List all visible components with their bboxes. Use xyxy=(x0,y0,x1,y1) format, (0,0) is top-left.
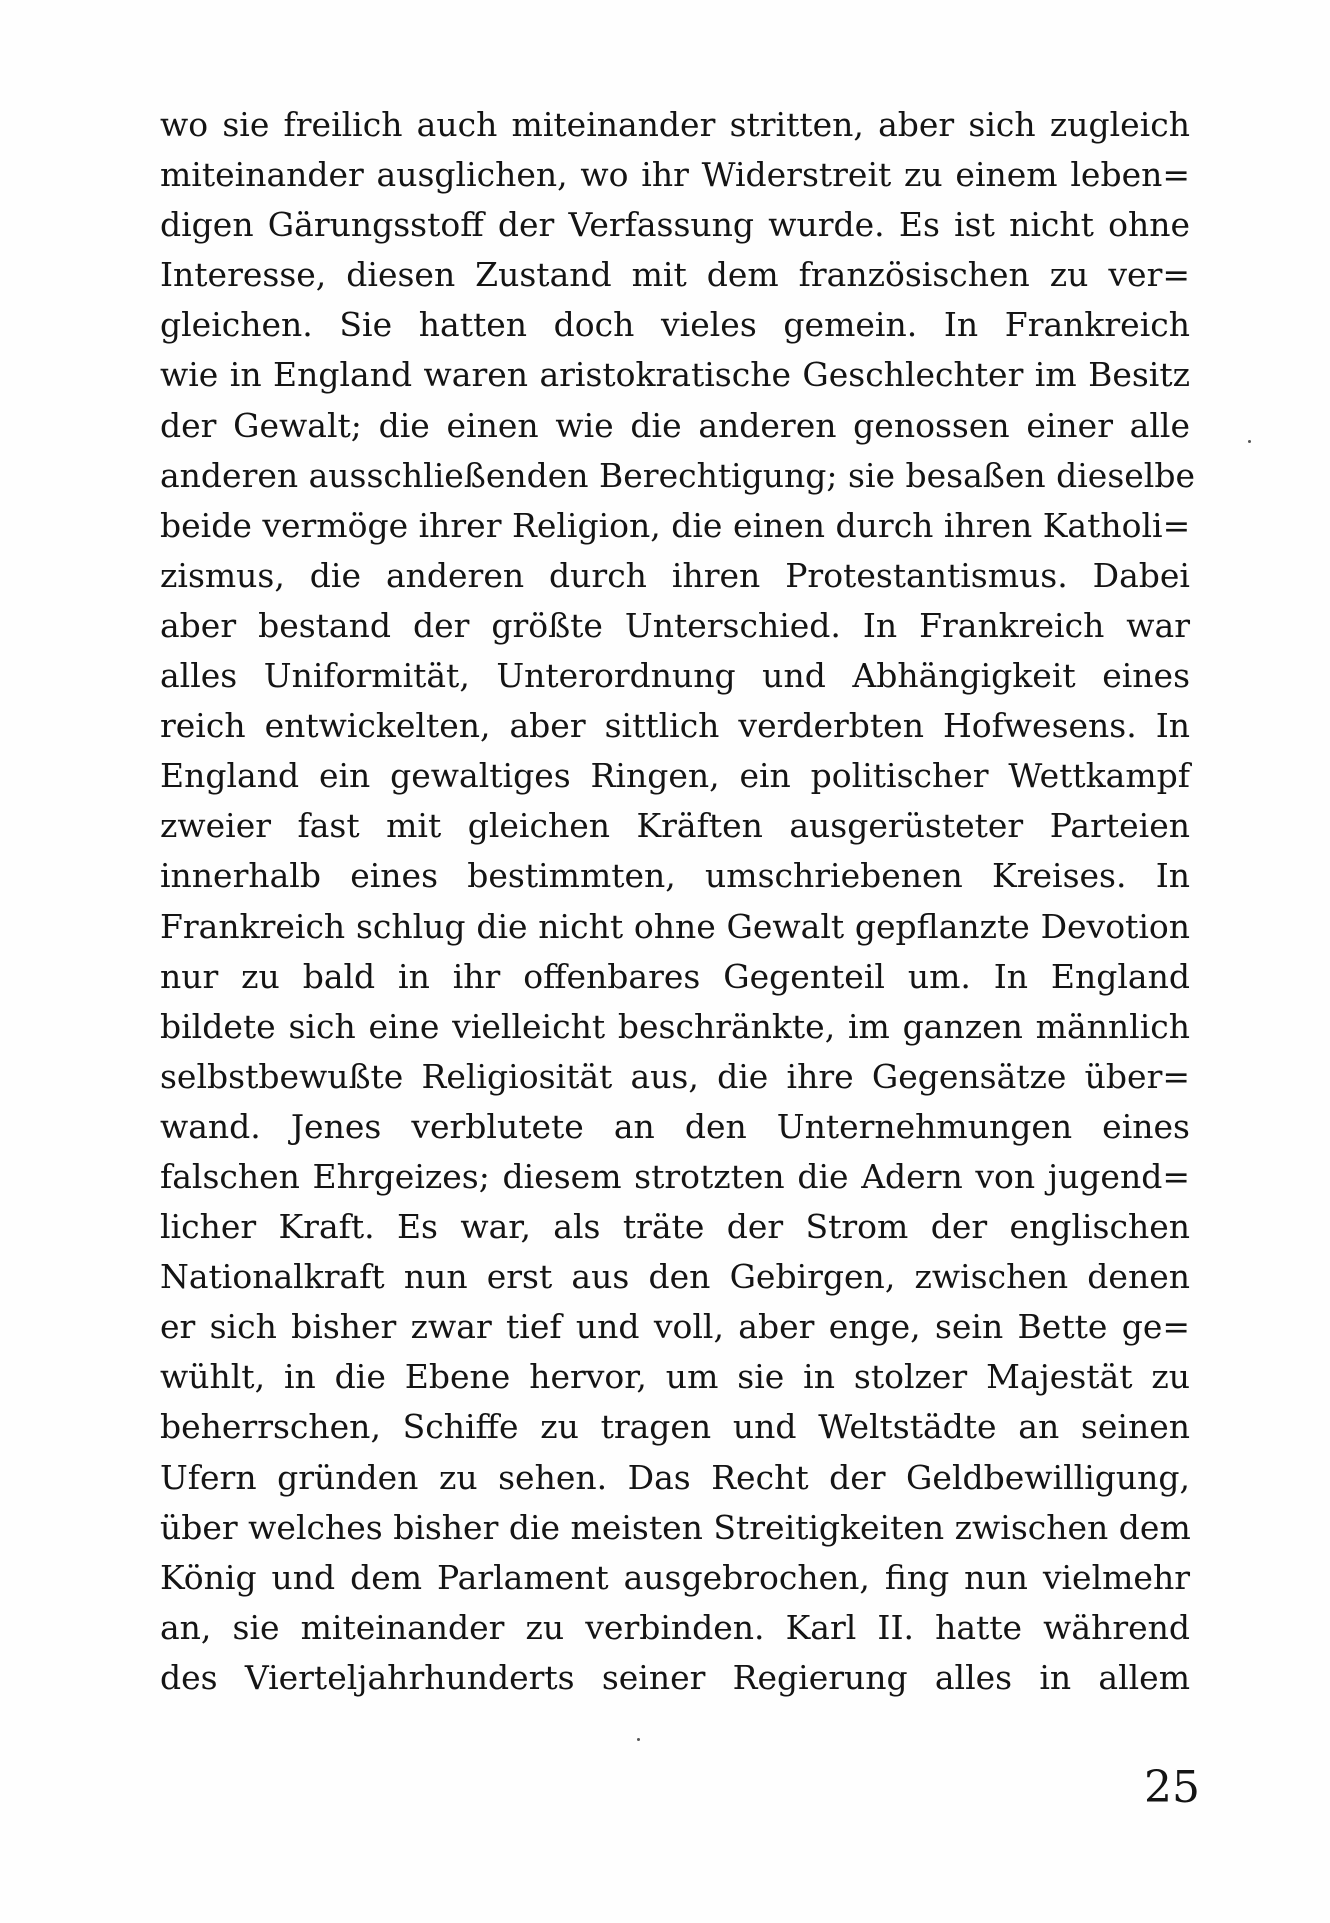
text-line-25: er sich bisher zwar tief und voll, aber enge, sein Bette ge= xyxy=(160,1307,1190,1347)
text-line-9: beide vermöge ihrer Religion, die einen durch ihren Katholi= xyxy=(160,505,1191,545)
text-line-2: miteinander ausglichen, wo ihr Widerstreit zu einem leben= xyxy=(160,155,1190,195)
text-line-13: reich entwickelten, aber sittlich verderbten Hofwesens. In xyxy=(160,706,1190,746)
text-line-12: alles Uniformität, Unterordnung und Abhängigkeit eines xyxy=(160,656,1190,696)
paper-speck xyxy=(1248,440,1251,443)
text-line-8: anderen ausschließenden Berechtigung; sie besaßen dieselbe xyxy=(160,455,1195,495)
page-number: 25 xyxy=(1144,1762,1200,1813)
text-line-16: innerhalb eines bestimmten, umschriebenen Kreises. In xyxy=(160,856,1190,896)
text-line-15: zweier fast mit gleichen Kräften ausgerüsteter Parteien xyxy=(160,806,1190,846)
text-line-30: König und dem Parlament ausgebrochen, fing nun vielmehr xyxy=(160,1557,1190,1597)
text-line-26: wühlt, in die Ebene hervor, um sie in stolzer Majestät zu xyxy=(160,1357,1190,1397)
text-line-14: England ein gewaltiges Ringen, ein politischer Wettkampf xyxy=(160,756,1190,796)
text-line-28: Ufern gründen zu sehen. Das Recht der Geldbewilligung, xyxy=(160,1457,1190,1497)
text-line-11: aber bestand der größte Unterschied. In Frankreich war xyxy=(160,605,1190,645)
paper-speck xyxy=(637,1738,640,1741)
text-line-17: Frankreich schlug die nicht ohne Gewalt gepflanzte Devotion xyxy=(160,906,1190,946)
text-line-19: bildete sich eine vielleicht beschränkte, im ganzen männlich xyxy=(160,1006,1190,1046)
text-line-5: gleichen. Sie hatten doch vieles gemein. In Frankreich xyxy=(160,305,1190,345)
text-line-31: an, sie miteinander zu verbinden. Karl II. hatte während xyxy=(160,1607,1190,1647)
body-text xyxy=(160,100,1195,1703)
text-line-7: der Gewalt; die einen wie die anderen genossen einer alle xyxy=(160,405,1190,445)
text-line-20: selbstbewußte Religiosität aus, die ihre Gegensätze über= xyxy=(160,1056,1190,1096)
text-line-24: Nationalkraft nun erst aus den Gebirgen, zwischen denen xyxy=(160,1257,1190,1297)
text-line-22: falschen Ehrgeizes; diesem strotzten die Adern von jugend= xyxy=(160,1156,1190,1196)
text-line-3: digen Gärungsstoff der Verfassung wurde. Es ist nicht ohne xyxy=(160,205,1190,245)
text-line-32: des Vierteljahrhunderts seiner Regierung alles in allem xyxy=(160,1657,1190,1697)
text-line-6: wie in England waren aristokratische Geschlechter im Besitz xyxy=(160,355,1190,395)
text-line-4: Interesse, diesen Zustand mit dem französischen zu ver= xyxy=(160,255,1190,295)
text-line-27: beherrschen, Schiffe zu tragen und Weltstädte an seinen xyxy=(160,1407,1190,1447)
text-line-18: nur zu bald in ihr offenbares Gegenteil um. In England xyxy=(160,956,1190,996)
text-line-29: über welches bisher die meisten Streitigkeiten zwischen dem xyxy=(160,1507,1191,1547)
text-line-23: licher Kraft. Es war, als träte der Strom der englischen xyxy=(160,1207,1190,1247)
text-line-10: zismus, die anderen durch ihren Protestantismus. Dabei xyxy=(160,555,1190,595)
text-line-1: wo sie freilich auch miteinander stritten, aber sich zugleich xyxy=(160,105,1190,144)
text-line-21: wand. Jenes verblutete an den Unternehmungen eines xyxy=(160,1106,1190,1146)
